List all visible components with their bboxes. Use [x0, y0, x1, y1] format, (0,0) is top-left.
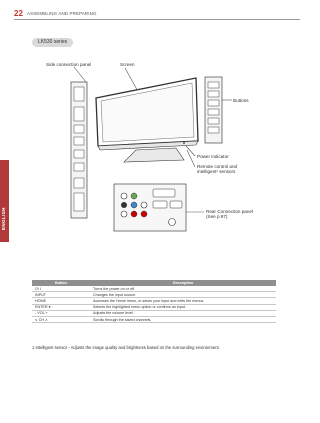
- button-description: Adjusts the volume level.: [90, 310, 276, 316]
- language-side-tab: [0, 160, 9, 242]
- button-description: Accesses the Home menu, or saves your input and exits the menus.: [90, 298, 276, 304]
- button-name: HOME: [32, 298, 90, 304]
- side-buttons-panel: [205, 77, 222, 143]
- page-number: 22: [14, 9, 23, 18]
- language-label: ENGLISH: [1, 207, 6, 230]
- label-remote-sensor: Remote control and intelligent¹ sensors: [197, 164, 238, 175]
- section-title: ASSEMBLING AND PREPARING: [27, 11, 97, 16]
- tv-diagram: [40, 55, 245, 235]
- label-screen: Screen: [120, 62, 135, 67]
- label-rear-connection-panel: Rear Connection panel (See p.97): [206, 209, 253, 220]
- header-divider: [14, 19, 300, 20]
- rear-connection-panel: [114, 184, 186, 231]
- button-description: Turns the power on or off.: [90, 286, 276, 292]
- tv-front: [96, 78, 198, 162]
- series-badge: LK530 series: [32, 38, 73, 47]
- button-description: Changes the input source.: [90, 292, 276, 298]
- label-side-connection-panel: Side connection panel: [46, 62, 92, 67]
- button-description: Scrolls through the saved channels.: [90, 316, 276, 322]
- column-header-description: Description: [90, 280, 276, 286]
- leader-line: [74, 67, 86, 82]
- button-description: Selects the highlighted menu option or confirms an input.: [90, 304, 276, 310]
- button-name: ∨ CH ∧: [32, 316, 90, 322]
- button-name: ⏻/ I: [32, 286, 90, 292]
- column-header-button: Button: [32, 280, 90, 286]
- button-name: INPUT: [32, 292, 90, 298]
- button-description-table: [32, 280, 276, 323]
- button-name: - VOL +: [32, 310, 90, 316]
- side-connection-panel: [71, 82, 87, 218]
- label-power-indicator: Power indicator: [197, 154, 229, 159]
- label-buttons: Buttons: [233, 98, 249, 103]
- button-name: ENTER ●: [32, 304, 90, 310]
- table-row: [32, 316, 276, 322]
- leader-line: [187, 150, 195, 167]
- footnote: 1 Intelligent sensor - Adjusts the image quality and brightness based on the surrounding environment.: [32, 345, 220, 350]
